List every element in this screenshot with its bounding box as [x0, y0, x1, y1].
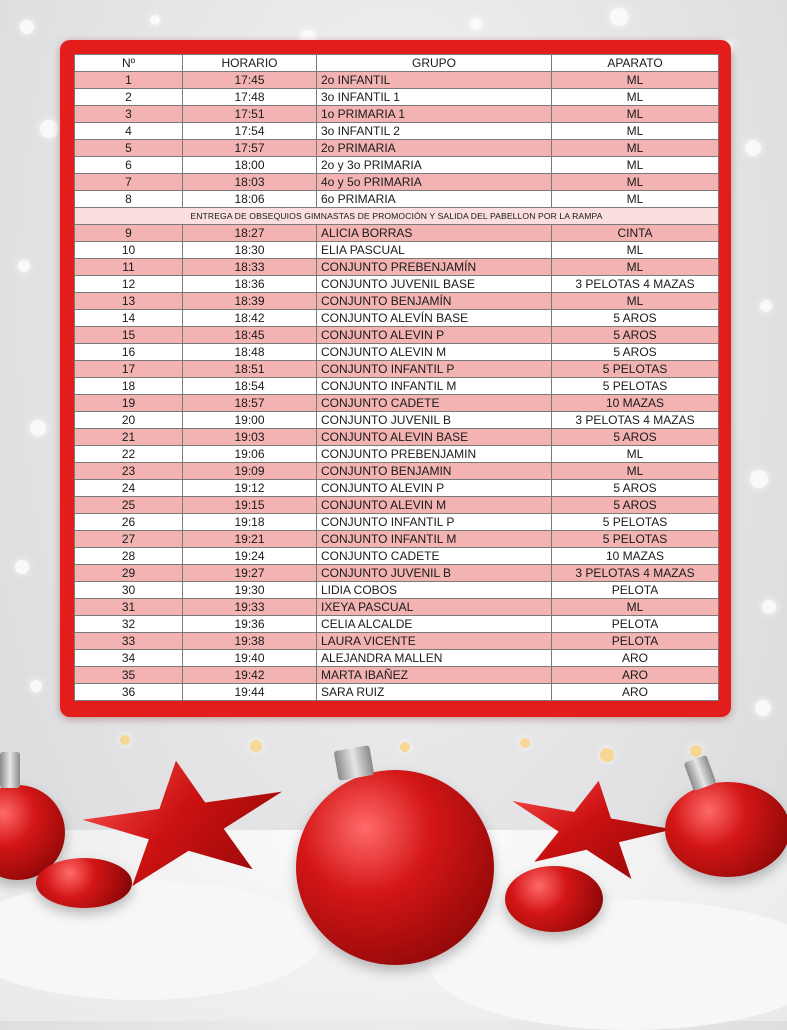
red-bauble-center — [296, 770, 494, 965]
bauble-cap-left — [0, 752, 20, 788]
row-group: CONJUNTO ALEVIN P — [317, 327, 552, 344]
bokeh-light — [745, 140, 761, 156]
row-number: 10 — [75, 242, 183, 259]
bokeh-light — [762, 600, 776, 614]
row-apparatus: 5 AROS — [552, 480, 719, 497]
row-group: CONJUNTO CADETE — [317, 548, 552, 565]
row-apparatus: ML — [552, 259, 719, 276]
row-apparatus: ML — [552, 242, 719, 259]
table-row — [75, 599, 719, 616]
row-apparatus: PELOTA — [552, 582, 719, 599]
row-number: 35 — [75, 667, 183, 684]
row-number: 19 — [75, 395, 183, 412]
table-row — [75, 531, 719, 548]
row-group: 3o INFANTIL 1 — [317, 89, 552, 106]
bokeh-light — [400, 742, 410, 752]
row-time: 19:00 — [183, 412, 317, 429]
row-number: 1 — [75, 72, 183, 89]
red-bauble-right — [665, 782, 787, 877]
row-time: 19:21 — [183, 531, 317, 548]
row-number: 24 — [75, 480, 183, 497]
row-number: 2 — [75, 89, 183, 106]
row-number: 27 — [75, 531, 183, 548]
row-group: CONJUNTO INFANTIL P — [317, 514, 552, 531]
row-apparatus: ML — [552, 293, 719, 310]
row-group: SARA RUIZ — [317, 684, 552, 701]
bokeh-light — [470, 18, 482, 30]
row-group: CONJUNTO ALEVIN M — [317, 497, 552, 514]
row-number: 18 — [75, 378, 183, 395]
bokeh-light — [610, 8, 628, 26]
row-group: CONJUNTO JUVENIL BASE — [317, 276, 552, 293]
table-row — [75, 684, 719, 701]
row-time: 19:15 — [183, 497, 317, 514]
row-number: 5 — [75, 140, 183, 157]
row-time: 19:42 — [183, 667, 317, 684]
row-apparatus: CINTA — [552, 225, 719, 242]
row-group: CONJUNTO ALEVÍN BASE — [317, 310, 552, 327]
table-row — [75, 174, 719, 191]
row-group: ELIA PASCUAL — [317, 242, 552, 259]
bokeh-light — [750, 470, 768, 488]
row-group: ALICIA BORRAS — [317, 225, 552, 242]
row-time: 19:12 — [183, 480, 317, 497]
row-apparatus: PELOTA — [552, 633, 719, 650]
row-time: 18:48 — [183, 344, 317, 361]
schedule-rows-promotion — [75, 72, 719, 208]
row-group: CONJUNTO INFANTIL M — [317, 378, 552, 395]
bokeh-light — [40, 120, 58, 138]
row-apparatus: 5 AROS — [552, 429, 719, 446]
red-bauble-small-left — [36, 858, 132, 908]
schedule-rows-competition — [75, 225, 719, 701]
row-apparatus: ML — [552, 463, 719, 480]
bokeh-light — [30, 420, 46, 436]
row-time: 18:57 — [183, 395, 317, 412]
table-row — [75, 242, 719, 259]
row-time: 18:30 — [183, 242, 317, 259]
row-group: 4o y 5o PRIMARIA — [317, 174, 552, 191]
row-apparatus: ARO — [552, 667, 719, 684]
row-group: CELIA ALCALDE — [317, 616, 552, 633]
row-group: 2o PRIMARIA — [317, 140, 552, 157]
table-row — [75, 463, 719, 480]
row-number: 26 — [75, 514, 183, 531]
row-group: CONJUNTO BENJAMIN — [317, 463, 552, 480]
row-time: 17:54 — [183, 123, 317, 140]
table-row — [75, 497, 719, 514]
row-group: CONJUNTO CADETE — [317, 395, 552, 412]
row-group: CONJUNTO INFANTIL M — [317, 531, 552, 548]
row-number: 28 — [75, 548, 183, 565]
row-time: 19:27 — [183, 565, 317, 582]
row-group: IXEYA PASCUAL — [317, 599, 552, 616]
row-number: 17 — [75, 361, 183, 378]
row-group: CONJUNTO BENJAMÍN — [317, 293, 552, 310]
table-header-row — [75, 55, 719, 72]
row-apparatus: ML — [552, 191, 719, 208]
table-row — [75, 89, 719, 106]
row-time: 18:36 — [183, 276, 317, 293]
row-apparatus: 5 AROS — [552, 327, 719, 344]
row-group: CONJUNTO PREBENJAMÍN — [317, 259, 552, 276]
row-time: 18:00 — [183, 157, 317, 174]
row-number: 32 — [75, 616, 183, 633]
row-group: LIDIA COBOS — [317, 582, 552, 599]
table-row — [75, 293, 719, 310]
row-number: 16 — [75, 344, 183, 361]
row-apparatus: ML — [552, 140, 719, 157]
row-time: 19:09 — [183, 463, 317, 480]
row-time: 17:48 — [183, 89, 317, 106]
bokeh-light — [150, 15, 160, 25]
row-number: 8 — [75, 191, 183, 208]
row-group: 1o PRIMARIA 1 — [317, 106, 552, 123]
row-number: 9 — [75, 225, 183, 242]
table-row — [75, 123, 719, 140]
red-bauble-small-right — [505, 866, 603, 932]
row-apparatus: ML — [552, 106, 719, 123]
table-row — [75, 140, 719, 157]
row-time: 19:36 — [183, 616, 317, 633]
table-row — [75, 582, 719, 599]
bokeh-light — [18, 260, 30, 272]
bokeh-light — [30, 680, 42, 692]
row-number: 29 — [75, 565, 183, 582]
row-number: 4 — [75, 123, 183, 140]
table-row — [75, 259, 719, 276]
bokeh-light — [250, 740, 262, 752]
row-time: 19:38 — [183, 633, 317, 650]
row-apparatus: 5 PELOTAS — [552, 531, 719, 548]
row-apparatus: 5 PELOTAS — [552, 378, 719, 395]
row-number: 13 — [75, 293, 183, 310]
row-time: 19:24 — [183, 548, 317, 565]
row-apparatus: ML — [552, 72, 719, 89]
table-row — [75, 378, 719, 395]
row-number: 20 — [75, 412, 183, 429]
row-group: CONJUNTO JUVENIL B — [317, 565, 552, 582]
header-group: GRUPO — [317, 55, 552, 72]
table-row — [75, 667, 719, 684]
row-number: 23 — [75, 463, 183, 480]
bokeh-light — [120, 735, 130, 745]
row-apparatus: ML — [552, 123, 719, 140]
row-number: 31 — [75, 599, 183, 616]
row-time: 17:57 — [183, 140, 317, 157]
row-number: 14 — [75, 310, 183, 327]
row-apparatus: 3 PELOTAS 4 MAZAS — [552, 276, 719, 293]
bokeh-light — [755, 700, 771, 716]
row-time: 19:44 — [183, 684, 317, 701]
row-time: 19:06 — [183, 446, 317, 463]
row-number: 6 — [75, 157, 183, 174]
row-group: ALEJANDRA MALLEN — [317, 650, 552, 667]
row-number: 30 — [75, 582, 183, 599]
table-row — [75, 616, 719, 633]
bokeh-light — [15, 560, 29, 574]
row-time: 18:45 — [183, 327, 317, 344]
row-group: CONJUNTO JUVENIL B — [317, 412, 552, 429]
row-apparatus: 10 MAZAS — [552, 548, 719, 565]
row-apparatus: ML — [552, 89, 719, 106]
table-row — [75, 191, 719, 208]
row-apparatus: ML — [552, 446, 719, 463]
notice-text: ENTREGA DE OBSEQUIOS GIMNASTAS DE PROMOCIÓN Y SALIDA DEL PABELLON POR LA RAMPA — [75, 208, 719, 225]
row-apparatus: 3 PELOTAS 4 MAZAS — [552, 565, 719, 582]
row-group: MARTA IBAÑEZ — [317, 667, 552, 684]
header-num: Nº — [75, 55, 183, 72]
header-time: HORARIO — [183, 55, 317, 72]
row-number: 25 — [75, 497, 183, 514]
table-row — [75, 225, 719, 242]
row-group: CONJUNTO ALEVIN M — [317, 344, 552, 361]
row-number: 34 — [75, 650, 183, 667]
table-row — [75, 310, 719, 327]
table-row — [75, 412, 719, 429]
row-group: CONJUNTO ALEVIN P — [317, 480, 552, 497]
table-row — [75, 446, 719, 463]
row-apparatus: 5 AROS — [552, 497, 719, 514]
row-group: CONJUNTO INFANTIL P — [317, 361, 552, 378]
row-time: 19:30 — [183, 582, 317, 599]
row-time: 19:40 — [183, 650, 317, 667]
row-time: 19:03 — [183, 429, 317, 446]
row-number: 11 — [75, 259, 183, 276]
table-row — [75, 327, 719, 344]
table-row — [75, 361, 719, 378]
table-row — [75, 344, 719, 361]
row-number: 36 — [75, 684, 183, 701]
row-time: 18:54 — [183, 378, 317, 395]
table-row — [75, 157, 719, 174]
row-apparatus: ML — [552, 174, 719, 191]
bokeh-light — [600, 748, 614, 762]
bokeh-light — [690, 745, 702, 757]
row-apparatus: 10 MAZAS — [552, 395, 719, 412]
row-time: 18:03 — [183, 174, 317, 191]
bokeh-light — [520, 738, 530, 748]
table-row — [75, 429, 719, 446]
row-apparatus: ML — [552, 157, 719, 174]
table-row — [75, 106, 719, 123]
row-time: 18:06 — [183, 191, 317, 208]
row-number: 21 — [75, 429, 183, 446]
row-group: 2o y 3o PRIMARIA — [317, 157, 552, 174]
table-row — [75, 633, 719, 650]
row-number: 7 — [75, 174, 183, 191]
row-time: 17:45 — [183, 72, 317, 89]
notice-row — [75, 208, 719, 225]
row-time: 18:27 — [183, 225, 317, 242]
row-apparatus: 5 AROS — [552, 310, 719, 327]
row-group: 6o PRIMARIA — [317, 191, 552, 208]
row-group: CONJUNTO PREBENJAMIN — [317, 446, 552, 463]
row-time: 18:39 — [183, 293, 317, 310]
table-row — [75, 650, 719, 667]
row-time: 19:18 — [183, 514, 317, 531]
row-number: 33 — [75, 633, 183, 650]
row-time: 18:51 — [183, 361, 317, 378]
row-group: LAURA VICENTE — [317, 633, 552, 650]
table-row — [75, 548, 719, 565]
row-time: 18:33 — [183, 259, 317, 276]
table-row — [75, 72, 719, 89]
row-number: 15 — [75, 327, 183, 344]
bokeh-light — [760, 300, 772, 312]
row-time: 18:42 — [183, 310, 317, 327]
row-apparatus: 5 PELOTAS — [552, 361, 719, 378]
header-apparatus: APARATO — [552, 55, 719, 72]
row-apparatus: ARO — [552, 684, 719, 701]
row-time: 17:51 — [183, 106, 317, 123]
row-number: 3 — [75, 106, 183, 123]
row-apparatus: ARO — [552, 650, 719, 667]
row-apparatus: 5 AROS — [552, 344, 719, 361]
table-row — [75, 480, 719, 497]
row-group: CONJUNTO ALEVIN BASE — [317, 429, 552, 446]
table-row — [75, 276, 719, 293]
table-row — [75, 514, 719, 531]
row-apparatus: ML — [552, 599, 719, 616]
row-apparatus: 3 PELOTAS 4 MAZAS — [552, 412, 719, 429]
row-apparatus: 5 PELOTAS — [552, 514, 719, 531]
table-row — [75, 395, 719, 412]
row-time: 19:33 — [183, 599, 317, 616]
schedule-table — [74, 54, 719, 701]
table-row — [75, 565, 719, 582]
bokeh-light — [20, 20, 34, 34]
row-number: 22 — [75, 446, 183, 463]
bauble-cap-center — [334, 745, 375, 781]
schedule-notice-section — [75, 208, 719, 225]
row-group: 3o INFANTIL 2 — [317, 123, 552, 140]
row-apparatus: PELOTA — [552, 616, 719, 633]
row-number: 12 — [75, 276, 183, 293]
row-group: 2o INFANTIL — [317, 72, 552, 89]
